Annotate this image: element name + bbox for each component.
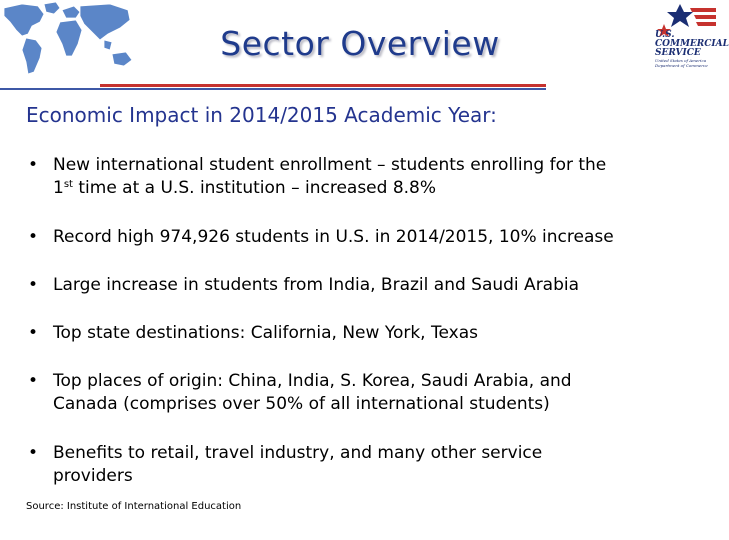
subtitle: Economic Impact in 2014/2015 Academic Year:	[26, 103, 497, 127]
page-title: Sector Overview	[220, 24, 500, 63]
title-rule-red	[100, 84, 546, 87]
bullet-icon: •	[28, 371, 39, 391]
bullet-icon: •	[28, 443, 39, 463]
world-map-icon	[0, 0, 140, 78]
bullet-icon: •	[28, 155, 39, 175]
title-rule-blue	[0, 88, 546, 90]
bullet-icon: •	[28, 227, 39, 247]
logo-text: U.S. COMMERCIAL SERVICE United States of America Department of Commerce	[655, 30, 729, 68]
source-note: Source: Institute of International Education	[26, 501, 242, 512]
bullet-icon: •	[28, 275, 39, 295]
bullet-icon: •	[28, 323, 39, 343]
